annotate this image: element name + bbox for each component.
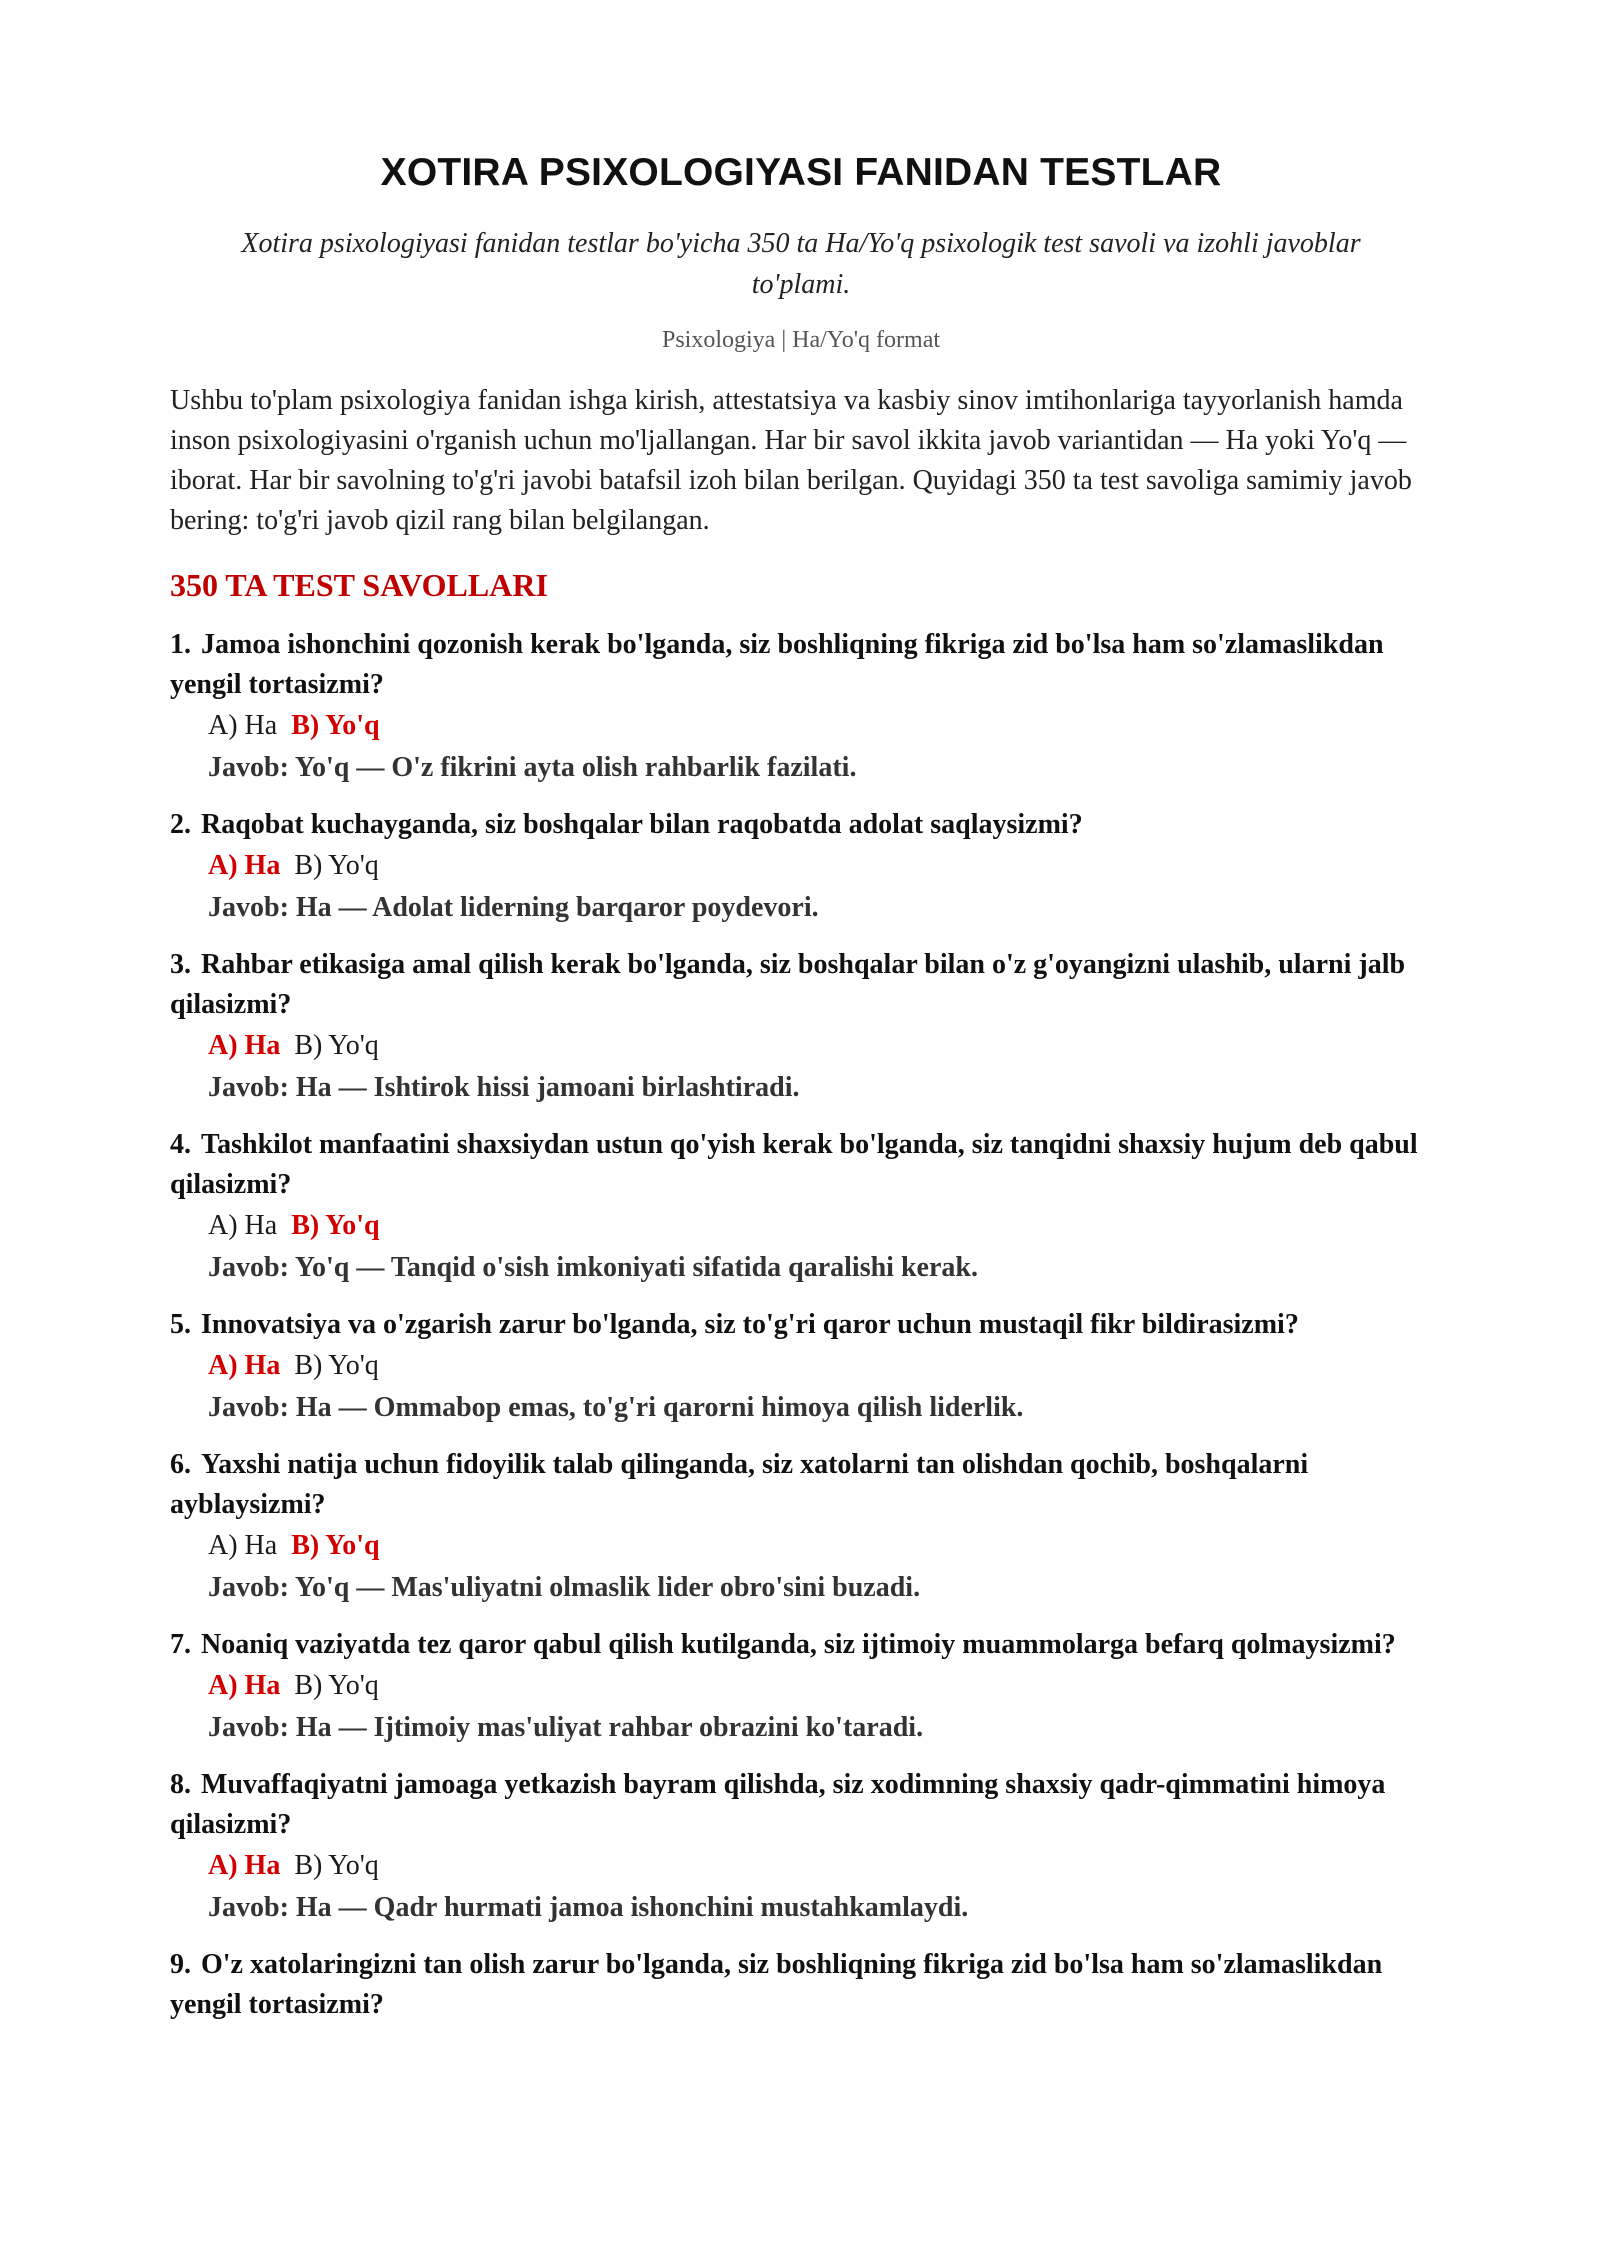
- option-a[interactable]: A) Ha: [208, 1209, 278, 1241]
- section-heading: 350 TA TEST SAVOLLARI: [170, 566, 548, 603]
- question-text: [170, 1445, 1432, 1525]
- question-body: Noaniq vaziyatda tez qaror qabul qilish kutilganda, siz ijtimoiy muammolarga befarq qolmaysizmi?: [201, 1628, 1396, 1660]
- question-body: Yaxshi natija uchun fidoyilik talab qilinganda, siz xatolarni tan olishdan qochib, boshqalarni ayblaysizmi?: [170, 1448, 1309, 1520]
- answer-explanation: Javob: Ha — Ishtirok hissi jamoani birlashtiradi.: [208, 1071, 800, 1103]
- question-text: [170, 1765, 1432, 1845]
- question-body: Muvaffaqiyatni jamoaga yetkazish bayram qilishda, siz xodimning shaxsiy qadr-qimmatini himoya qilasizmi?: [170, 1768, 1386, 1840]
- answer-options: [208, 1025, 1432, 1067]
- question-body: Innovatsiya va o'zgarish zarur bo'lganda, siz to'g'ri qaror uchun mustaqil fikr bildirasizmi?: [201, 1308, 1299, 1340]
- question-number: 3.: [170, 948, 191, 980]
- option-b[interactable]: B) Yo'q: [291, 1209, 380, 1241]
- answer-options: [208, 845, 1432, 887]
- answer-options: [208, 1845, 1432, 1887]
- option-a[interactable]: A) Ha: [208, 709, 278, 741]
- question-item: [170, 1765, 1432, 1929]
- answer-explanation: Javob: Ha — Ijtimoiy mas'uliyat rahbar obrazini ko'taradi.: [208, 1711, 924, 1743]
- answer-explanation: Javob: Yo'q — Tanqid o'sish imkoniyati sifatida qaralishi kerak.: [208, 1251, 978, 1283]
- answer-explanation: Javob: Yo'q — Mas'uliyatni olmaslik lider obro'sini buzadi.: [208, 1571, 921, 1603]
- question-text: [170, 1305, 1432, 1345]
- option-b[interactable]: B) Yo'q: [294, 1029, 379, 1061]
- question-number: 9.: [170, 1948, 191, 1980]
- question-body: Tashkilot manfaatini shaxsiydan ustun qo'yish kerak bo'lganda, siz tanqidni shaxsiy hujum deb qabul qilasizmi?: [170, 1128, 1418, 1200]
- answer-explanation: Javob: Yo'q — O'z fikrini ayta olish rahbarlik fazilati.: [208, 751, 857, 783]
- question-text: [170, 1625, 1432, 1665]
- question-text: [170, 1945, 1432, 2025]
- intro-paragraph: Ushbu to'plam psixologiya fanidan ishga kirish, attestatsiya va kasbiy sinov imtihonlariga tayyorlanish hamda inson psixologiyasini o'rganish uchun mo'ljallangan. Har bir savol ikkita javob variantidan — Ha yoki Yo'q — iborat. Har bir savolning to'g'ri javobi batafsil izoh bilan berilgan. Quyidagi 350 ta test savoliga samimiy javob bering: to'g'ri javob qizil rang bilan belgilangan.: [170, 384, 1412, 536]
- question-item: [170, 1945, 1432, 2025]
- question-item: [170, 625, 1432, 789]
- document-title: XOTIRA PSIXOLOGIYASI FANIDAN TESTLAR: [380, 151, 1222, 194]
- option-b[interactable]: B) Yo'q: [294, 1349, 379, 1381]
- option-b[interactable]: B) Yo'q: [294, 1849, 379, 1881]
- option-a[interactable]: A) Ha: [208, 1029, 281, 1061]
- question-number: 7.: [170, 1628, 191, 1660]
- answer-options: [208, 1345, 1432, 1387]
- question-body: Raqobat kuchayganda, siz boshqalar bilan raqobatda adolat saqlaysizmi?: [201, 808, 1083, 840]
- document-page: [170, 150, 1432, 2041]
- answer-explanation: Javob: Ha — Adolat liderning barqaror poydevori.: [208, 891, 819, 923]
- document-subtitle: Xotira psixologiyasi fanidan testlar bo'yicha 350 ta Ha/Yo'q psixologik test savoli va izohli javoblar to'plami.: [241, 227, 1361, 300]
- answer-explanation: Javob: Ha — Ommabop emas, to'g'ri qarorni himoya qilish liderlik.: [208, 1391, 1024, 1423]
- option-a[interactable]: A) Ha: [208, 849, 281, 881]
- answer-options: [208, 1665, 1432, 1707]
- question-item: [170, 1305, 1432, 1429]
- option-b[interactable]: B) Yo'q: [291, 1529, 380, 1561]
- question-number: 6.: [170, 1448, 191, 1480]
- option-a[interactable]: A) Ha: [208, 1849, 281, 1881]
- question-item: [170, 1625, 1432, 1749]
- question-text: [170, 805, 1432, 845]
- question-body: Jamoa ishonchini qozonish kerak bo'lganda, siz boshliqning fikriga zid bo'lsa ham so'zlamaslikdan yengil tortasizmi?: [170, 628, 1384, 700]
- answer-options: [208, 1525, 1432, 1567]
- question-number: 1.: [170, 628, 191, 660]
- question-text: [170, 945, 1432, 1025]
- answer-options: [208, 705, 1432, 747]
- question-text: [170, 1125, 1432, 1205]
- question-number: 5.: [170, 1308, 191, 1340]
- answer-options: [208, 1205, 1432, 1247]
- question-item: [170, 1445, 1432, 1609]
- question-text: [170, 625, 1432, 705]
- answer-explanation: Javob: Ha — Qadr hurmati jamoa ishonchini mustahkamlaydi.: [208, 1891, 969, 1923]
- question-number: 8.: [170, 1768, 191, 1800]
- question-number: 4.: [170, 1128, 191, 1160]
- question-item: [170, 945, 1432, 1109]
- question-body: O'z xatolaringizni tan olish zarur bo'lganda, siz boshliqning fikriga zid bo'lsa ham so'zlamaslikdan yengil tortasizmi?: [170, 1948, 1383, 2020]
- option-a[interactable]: A) Ha: [208, 1349, 281, 1381]
- option-b[interactable]: B) Yo'q: [294, 849, 379, 881]
- document-meta: Psixologiya | Ha/Yo'q format: [661, 326, 941, 353]
- question-list: [170, 625, 1432, 2025]
- question-item: [170, 1125, 1432, 1289]
- question-body: Rahbar etikasiga amal qilish kerak bo'lganda, siz boshqalar bilan o'z g'oyangizni ulashib, ularni jalb qilasizmi?: [170, 948, 1406, 1020]
- option-b[interactable]: B) Yo'q: [294, 1669, 379, 1701]
- question-number: 2.: [170, 808, 191, 840]
- option-a[interactable]: A) Ha: [208, 1669, 281, 1701]
- option-a[interactable]: A) Ha: [208, 1529, 278, 1561]
- question-item: [170, 805, 1432, 929]
- option-b[interactable]: B) Yo'q: [291, 709, 380, 741]
